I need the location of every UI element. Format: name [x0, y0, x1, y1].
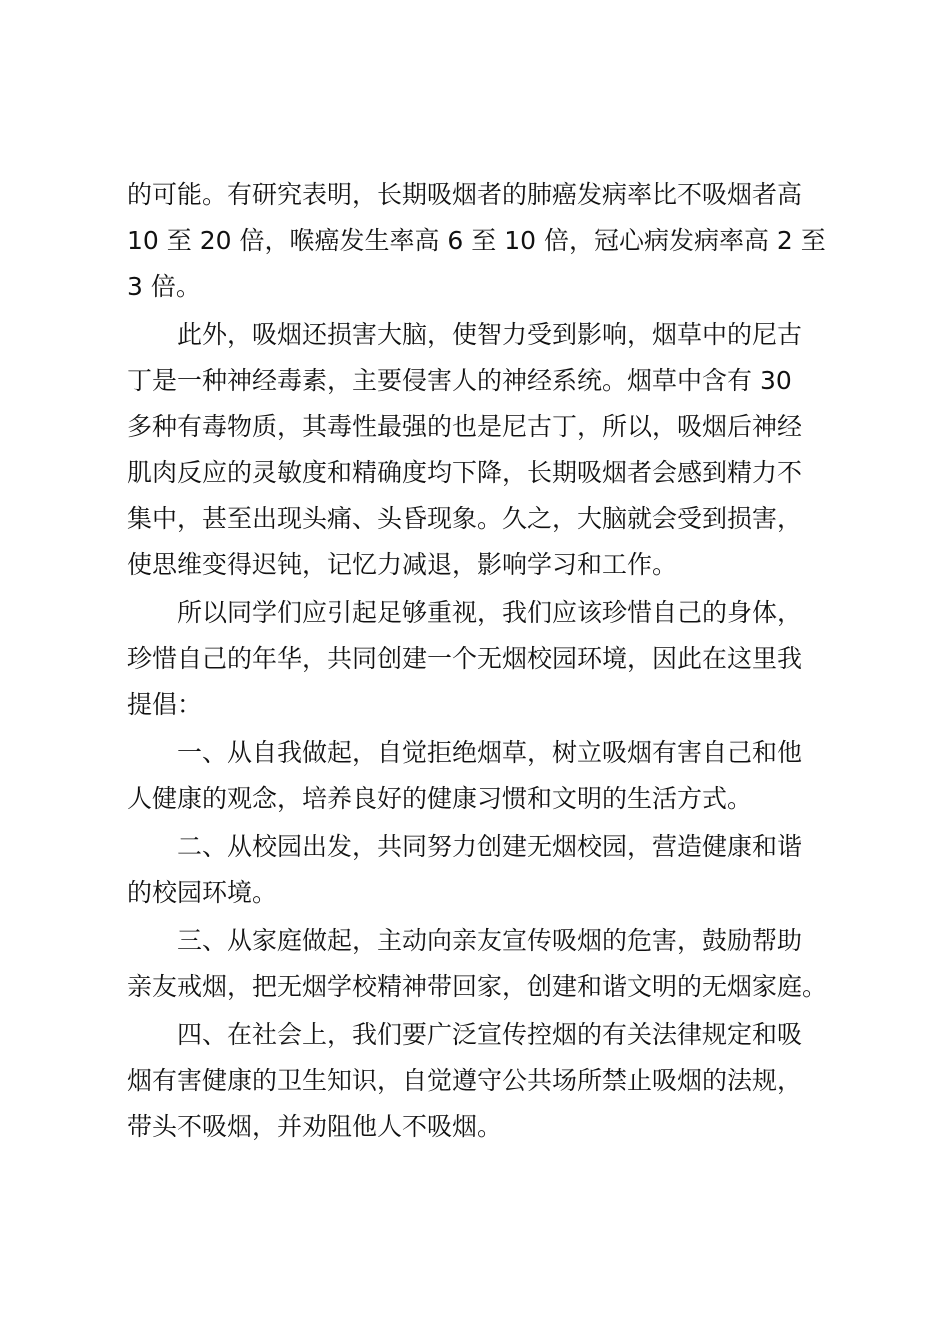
text-line: 多种有毒物质，其毒性最强的也是尼古丁，所以，吸烟后神经 [127, 412, 803, 441]
text-line: 此外，吸烟还损害大脑，使智力受到影响，烟草中的尼古 [177, 320, 803, 349]
paragraph-brain [127, 312, 833, 588]
text-line: 烟有害健康的卫生知识，自觉遵守公共场所禁止吸烟的法规， [127, 1066, 803, 1095]
text-line: 三、从家庭做起，主动向亲友宣传吸烟的危害，鼓励帮助 [177, 926, 803, 955]
text-line: 3 倍。 [127, 272, 201, 301]
document-body [127, 172, 833, 1150]
text-line: 所以同学们应引起足够重视，我们应该珍惜自己的身体， [177, 598, 803, 627]
text-line: 丁是一种神经毒素，主要侵害人的神经系统。烟草中含有 30 [127, 366, 792, 395]
text-line: 一、从自我做起，自觉拒绝烟草，树立吸烟有害自己和他 [177, 738, 803, 767]
text-line: 的校园环境。 [127, 878, 278, 907]
paragraph-point-three [127, 918, 833, 1010]
text-line: 提倡： [127, 690, 203, 719]
paragraph-point-one [127, 730, 833, 822]
text-line: 集中，甚至出现头痛、头昏现象。久之，大脑就会受到损害， [127, 504, 803, 533]
text-line: 亲友戒烟，把无烟学校精神带回家，创建和谐文明的无烟家庭。 [127, 972, 828, 1001]
text-line: 的可能。有研究表明，长期吸烟者的肺癌发病率比不吸烟者高 [127, 180, 803, 209]
paragraph-point-four [127, 1012, 833, 1150]
text-line: 四、在社会上，我们要广泛宣传控烟的有关法律规定和吸 [177, 1020, 803, 1049]
text-line: 使思维变得迟钝，记忆力减退，影响学习和工作。 [127, 550, 678, 579]
text-line: 二、从校园出发，共同努力创建无烟校园，营造健康和谐 [177, 832, 803, 861]
text-line: 人健康的观念，培养良好的健康习惯和文明的生活方式。 [127, 784, 753, 813]
text-line: 肌肉反应的灵敏度和精确度均下降，长期吸烟者会感到精力不 [127, 458, 803, 487]
paragraph-appeal [127, 590, 833, 728]
text-line: 带头不吸烟，并劝阻他人不吸烟。 [127, 1112, 503, 1141]
paragraph-research [127, 172, 833, 310]
text-line: 珍惜自己的年华，共同创建一个无烟校园环境，因此在这里我 [127, 644, 803, 673]
paragraph-point-two [127, 824, 833, 916]
text-line: 10 至 20 倍，喉癌发生率高 6 至 10 倍，冠心病发病率高 2 至 [127, 226, 826, 255]
